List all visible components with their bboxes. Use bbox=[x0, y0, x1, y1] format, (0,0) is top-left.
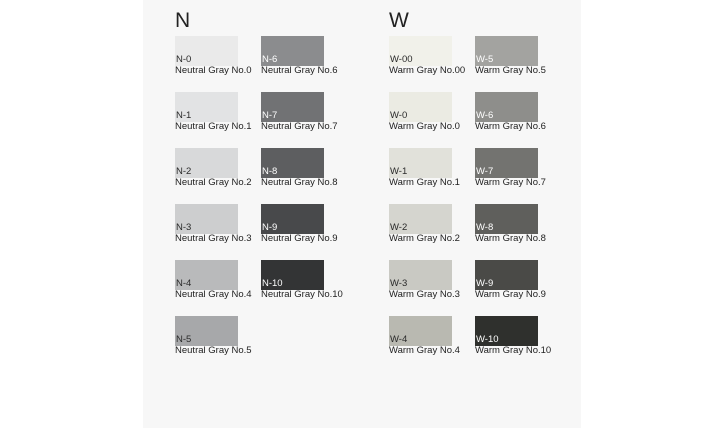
swatch-code-label: N-4 bbox=[176, 278, 192, 289]
swatch-code-label: N-7 bbox=[262, 110, 278, 121]
swatch-name-label: Warm Gray No.10 bbox=[475, 345, 552, 356]
warm-heading: W bbox=[389, 9, 409, 32]
swatch-name-label: Warm Gray No.5 bbox=[475, 65, 546, 76]
swatch-code-label: N-2 bbox=[176, 166, 192, 177]
swatch-code-label: W-00 bbox=[390, 54, 413, 65]
swatch-code-label: W-9 bbox=[476, 278, 494, 289]
neutral-heading: N bbox=[175, 9, 191, 32]
swatch-name-label: Neutral Gray No.5 bbox=[175, 345, 252, 356]
swatch-code-label: N-1 bbox=[176, 110, 192, 121]
swatch-code-label: W-3 bbox=[390, 278, 408, 289]
swatch-name-label: Neutral Gray No.8 bbox=[261, 177, 338, 188]
swatch-name-label: Warm Gray No.8 bbox=[475, 233, 546, 244]
swatch-code-label: N-0 bbox=[176, 54, 192, 65]
swatch-name-label: Warm Gray No.0 bbox=[389, 121, 460, 132]
swatch-name-label: Warm Gray No.9 bbox=[475, 289, 546, 300]
swatch-name-label: Warm Gray No.2 bbox=[389, 233, 460, 244]
swatch-code-label: W-0 bbox=[390, 110, 408, 121]
swatch-name-label: Neutral Gray No.1 bbox=[175, 121, 252, 132]
swatch-code-label: N-6 bbox=[262, 54, 278, 65]
swatch-name-label: Neutral Gray No.3 bbox=[175, 233, 252, 244]
swatch-code-label: N-9 bbox=[262, 222, 278, 233]
swatch-name-label: Neutral Gray No.0 bbox=[175, 65, 252, 76]
swatch-name-label: Neutral Gray No.9 bbox=[261, 233, 338, 244]
swatch-name-label: Neutral Gray No.7 bbox=[261, 121, 338, 132]
swatch-code-label: W-6 bbox=[476, 110, 494, 121]
swatch-code-label: W-7 bbox=[476, 166, 494, 177]
swatch-code-label: W-2 bbox=[390, 222, 408, 233]
swatch-code-label: W-8 bbox=[476, 222, 494, 233]
swatch-code-label: W-1 bbox=[390, 166, 408, 177]
swatch-code-label: N-3 bbox=[176, 222, 192, 233]
swatch-code-label: N-5 bbox=[176, 334, 192, 345]
swatch-name-label: Neutral Gray No.6 bbox=[261, 65, 338, 76]
swatch-name-label: Warm Gray No.00 bbox=[389, 65, 466, 76]
swatch-name-label: Warm Gray No.4 bbox=[389, 345, 460, 356]
swatch-name-label: Neutral Gray No.10 bbox=[261, 289, 343, 300]
swatch-name-label: Neutral Gray No.4 bbox=[175, 289, 252, 300]
swatch-code-label: W-4 bbox=[390, 334, 408, 345]
swatch-name-label: Neutral Gray No.2 bbox=[175, 177, 252, 188]
swatch-name-label: Warm Gray No.1 bbox=[389, 177, 460, 188]
swatch-code-label: N-10 bbox=[262, 278, 283, 289]
swatch-name-label: Warm Gray No.7 bbox=[475, 177, 546, 188]
swatch-code-label: W-5 bbox=[476, 54, 494, 65]
swatch-code-label: N-8 bbox=[262, 166, 278, 177]
swatch-code-label: W-10 bbox=[476, 334, 499, 345]
swatch-name-label: Warm Gray No.3 bbox=[389, 289, 460, 300]
swatch-name-label: Warm Gray No.6 bbox=[475, 121, 546, 132]
